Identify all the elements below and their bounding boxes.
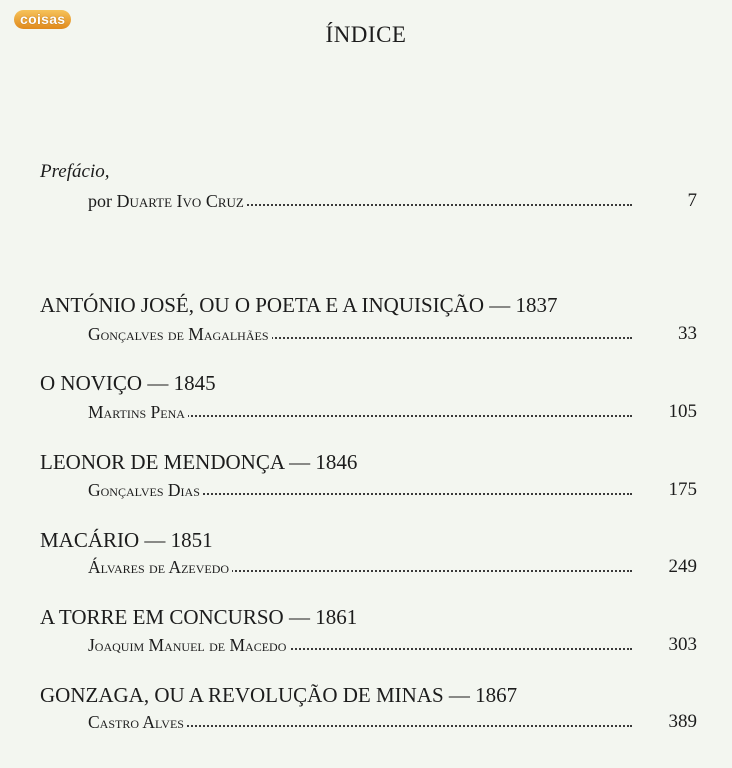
entry-title: GONZAGA, OU A REVOLUÇÃO DE MINAS — 1867 (40, 683, 518, 707)
entry-title: LEONOR DE MENDONÇA — 1846 (40, 450, 358, 474)
preface-author: Duarte Ivo Cruz (116, 191, 244, 211)
entry-page-number: 175 (668, 479, 697, 500)
entry-title: MACÁRIO — 1851 (40, 528, 213, 552)
entry-page-number: 303 (668, 634, 697, 655)
entry-author-row (88, 711, 632, 737)
entry-page-number: 389 (668, 711, 697, 732)
entry-author: Martins Pena (88, 401, 188, 423)
entry-page-number: 33 (678, 323, 697, 344)
entry-author: Gonçalves Dias (88, 479, 203, 501)
entry-author-row (88, 479, 632, 505)
entry-author: Álvares de Azevedo (88, 556, 232, 578)
preface-page-number: 7 (687, 190, 697, 211)
entry-title: O NOVIÇO — 1845 (40, 371, 216, 395)
preface-author-row (88, 190, 632, 216)
entry-author-row (88, 556, 632, 582)
watermark-logo: coisas (14, 10, 71, 29)
preface-label: Prefácio, (40, 161, 110, 182)
entry-author-row (88, 634, 632, 660)
entry-author: Castro Alves (88, 711, 187, 733)
entry-author-row (88, 323, 632, 349)
entry-author: Gonçalves de Magalhães (88, 323, 272, 345)
entry-author: Joaquim Manuel de Macedo (88, 634, 289, 656)
entry-title: ANTÓNIO JOSÉ, OU O POETA E A INQUISIÇÃO — 1837 (40, 293, 558, 317)
entry-page-number: 105 (668, 401, 697, 422)
entry-page-number: 249 (668, 556, 697, 577)
page-title: ÍNDICE (325, 22, 407, 47)
entry-title: A TORRE EM CONCURSO — 1861 (40, 605, 358, 629)
preface-by: por (88, 191, 112, 211)
entry-author-row (88, 401, 632, 427)
preface-author-line (88, 190, 247, 212)
